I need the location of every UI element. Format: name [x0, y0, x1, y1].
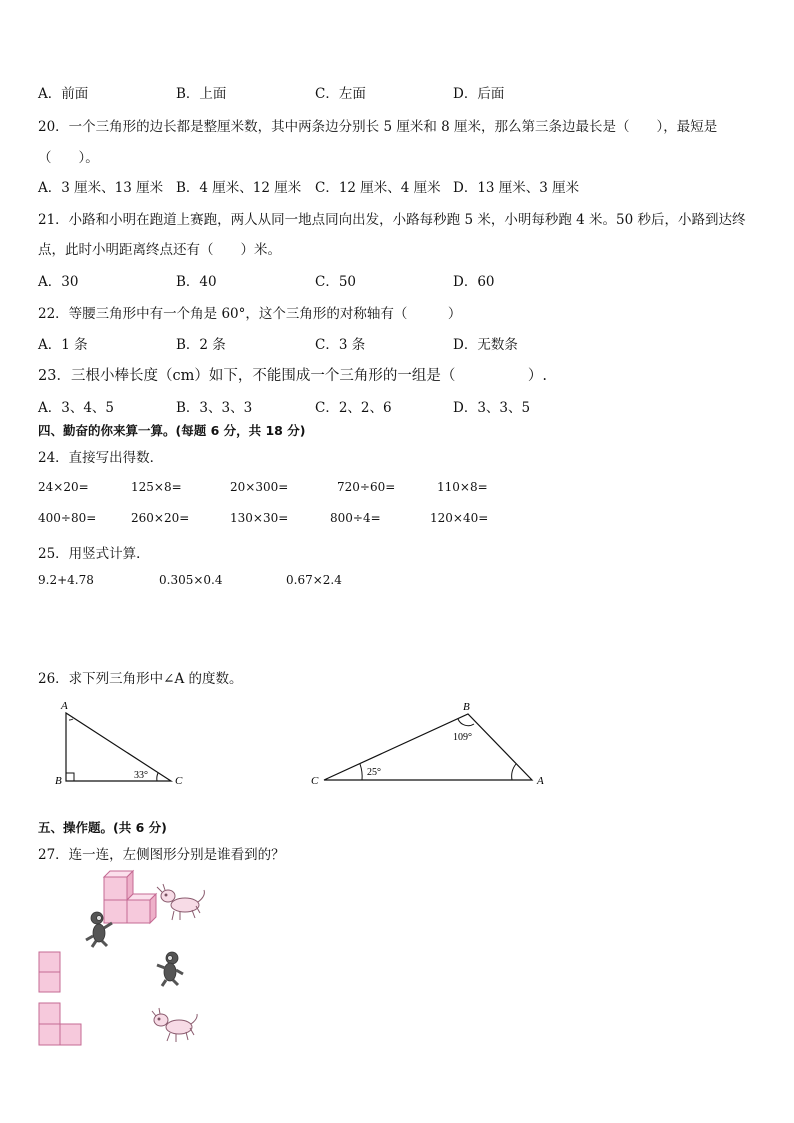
q20-stem-line2: （ ）。 — [38, 150, 99, 166]
q24-item: 400÷80= — [38, 511, 97, 525]
q20-option-d: D．13 厘米、3 厘米 — [453, 180, 580, 196]
q24-item: 130×30= — [230, 511, 289, 525]
q21-option-b: B．40 — [176, 274, 217, 290]
q25-item: 0.67×2.4 — [286, 573, 342, 587]
q24-item: 800÷4= — [330, 511, 381, 525]
tri2-angle-c: 25° — [367, 767, 381, 778]
triangle-2 — [311, 701, 544, 787]
tri2-label-b: B — [463, 701, 470, 713]
q19-option-b: B．上面 — [176, 86, 227, 102]
q23-option-a: A．3、4、5 — [38, 400, 115, 416]
q21-option-a: A．30 — [38, 274, 79, 290]
tri1-label-b: B — [55, 775, 62, 787]
section5-heading: 五、操作题。(共 6 分) — [38, 820, 167, 835]
q19-option-a: A．前面 — [38, 86, 89, 102]
q22-option-b: B．2 条 — [176, 337, 226, 353]
q21-stem-line1: 21．小路和小明在跑道上赛跑，两人从同一地点同向出发，小路每秒跑 5 米，小明每秒跑 4 米。50 秒后，小路到达终 — [38, 212, 746, 228]
q24-item: 125×8= — [131, 480, 182, 494]
q21-stem-line2: 点，此时小明距离终点还有（ ）米。 — [38, 242, 281, 258]
tri2-angle-b: 109° — [453, 732, 472, 743]
q19-option-c: C．左面 — [315, 86, 366, 102]
tri1-label-c: C — [175, 775, 183, 787]
q24-item: 110×8= — [437, 480, 488, 494]
q24-item: 24×20= — [38, 480, 89, 494]
section4-heading: 四、勤奋的你来算一算。(每题 6 分，共 18 分) — [38, 423, 306, 438]
triangle-1 — [55, 700, 183, 787]
tri2-label-c: C — [311, 775, 319, 787]
q23-option-d: D．3、3、5 — [453, 400, 531, 416]
q23-stem: 23．三根小棒长度（cm）如下，不能围成一个三角形的一组是（ ）. — [38, 368, 547, 384]
q25-item: 9.2+4.78 — [38, 573, 94, 587]
q20-option-c: C．12 厘米、4 厘米 — [315, 180, 441, 196]
q20-option-b: B．4 厘米、12 厘米 — [176, 180, 302, 196]
q24-item: 20×300= — [230, 480, 289, 494]
q24-item: 260×20= — [131, 511, 190, 525]
monkey-icon — [157, 952, 183, 986]
q20-option-a: A．3 厘米、13 厘米 — [38, 180, 164, 196]
cube-stack-figure — [104, 871, 156, 923]
q22-option-a: A．1 条 — [38, 337, 88, 353]
dog-icon — [157, 884, 204, 920]
q24-stem: 24．直接写出得数． — [38, 450, 164, 466]
q23-option-c: C．2、2、6 — [315, 400, 392, 416]
view-shape-2 — [39, 1003, 81, 1045]
q25-stem: 25．用竖式计算． — [38, 546, 150, 562]
q19-option-d: D．后面 — [453, 86, 505, 102]
q26-stem: 26．求下列三角形中∠A 的度数。 — [38, 671, 243, 687]
q24-item: 120×40= — [430, 511, 489, 525]
dog-icon — [152, 1008, 197, 1042]
q22-option-d: D．无数条 — [453, 337, 518, 353]
q24-item: 720÷60= — [337, 480, 396, 494]
q22-stem: 22．等腰三角形中有一个角是 60°，这个三角形的对称轴有（ ） — [38, 306, 462, 322]
view-shape-1 — [39, 952, 60, 992]
tri1-angle-c: 33° — [134, 770, 148, 781]
q25-item: 0.305×0.4 — [159, 573, 223, 587]
q20-stem-line1: 20．一个三角形的边长都是整厘米数，其中两条边分别长 5 厘米和 8 厘米，那么第三条边最长是（ ），最短是 — [38, 119, 718, 135]
q23-option-b: B．3、3、3 — [176, 400, 253, 416]
tri2-label-a: A — [537, 775, 544, 787]
q27-stem: 27．连一连，左侧图形分别是谁看到的？ — [38, 847, 285, 863]
tri1-label-a: A — [61, 700, 68, 712]
q21-option-d: D．60 — [453, 274, 495, 290]
q21-option-c: C．50 — [315, 274, 357, 290]
q22-option-c: C．3 条 — [315, 337, 366, 353]
